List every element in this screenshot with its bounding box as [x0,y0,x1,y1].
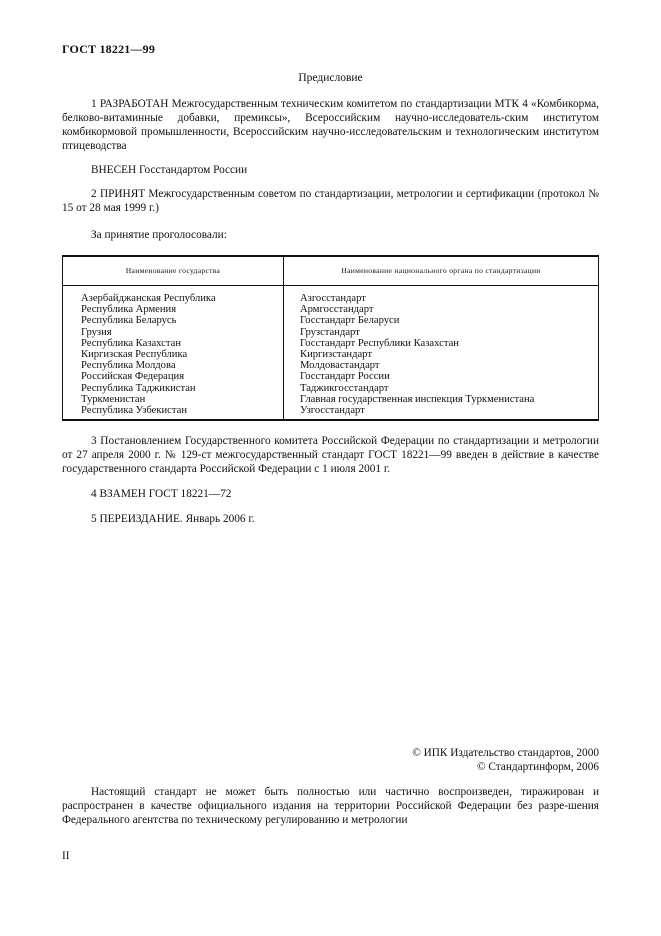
paragraph-resolution: 3 Постановлением Государственного комитета Российской Федерации по стандартизации и метрологии от 27 апреля 2000 г. № 129-ст межгосударственный стандарт ГОСТ 18221—99 введен в действие в качестве государственного стандарта Российской Федерации с 1 июля 2001 г. [62,435,599,475]
table-cell-state: Республика Беларусь [81,315,177,327]
paragraph-adopted: 2 ПРИНЯТ Межгосударственным советом по стандартизации, метрологии и сертификации (протокол № 15 от 28 мая 1999 г.) [62,188,599,214]
table-cell-body: Молдовастандарт [300,360,380,372]
table-cell-body: Армгосстандарт [300,304,374,316]
table-cell-body: Таджикгосстандарт [300,382,389,394]
table-column-bodies [300,293,534,416]
table-cell-body: Госстандарт Республики Казахстан [300,337,459,349]
table-cell-state: Туркменистан [81,393,146,405]
standard-code: ГОСТ 18221—99 [62,42,156,56]
page-number: II [62,850,70,862]
table-cell-state: Киргизская Республика [81,349,188,361]
voting-table [62,255,599,421]
table-header-line [63,285,598,286]
copyright-line-2: © Стандартинформ, 2006 [476,761,599,773]
table-cell-state: Республика Узбекистан [81,405,188,417]
paragraph-replaces: 4 ВЗАМЕН ГОСТ 18221—72 [91,488,232,500]
table-cell-state: Российская Федерация [81,371,185,383]
table-cell-body: Госстандарт России [300,371,390,383]
table-cell-body: Киргизстандарт [300,349,372,361]
table-column-states [81,293,216,416]
paragraph-developed: 1 РАЗРАБОТАН Межгосударственным техническим комитетом по стандартизации МТК 4 «Комбикорма, белково-витаминные добавки, премиксы», Всероссийским научно-исследователь-ским институтом комбикормовой промышленности, Всероссийским научно-исследовательским и технологическим институтом птицеводства [62,98,599,152]
table-cell-state: Республика Таджикистан [81,382,196,394]
table-header-state: Наименование государства [125,266,221,275]
table-cell-body: Главная государственная инспекция Туркменистана [300,393,535,405]
table-cell-body: Госстандарт Беларуси [300,315,400,327]
table-cell-body: Узгосстандарт [300,405,365,417]
paragraph-voted: За принятие проголосовали: [91,229,227,241]
table-cell-state: Грузия [81,326,112,338]
table-cell-state: Азербайджанская Республика [81,293,216,304]
preface-title: Предисловие [298,72,363,84]
table-header-body: Наименование национального органа по стандартизации [341,266,541,275]
table-cell-state: Республика Армения [81,304,177,316]
copyright-line-1: © ИПК Издательство стандартов, 2000 [412,747,599,759]
paragraph-introduced: ВНЕСЕН Госстандартом России [91,164,248,176]
table-column-divider [283,257,284,419]
table-cell-body: Азгосстандарт [300,293,366,304]
table-cell-body: Грузстандарт [300,326,360,338]
table-cell-state: Республика Казахстан [81,337,182,349]
copyright-notice: Настоящий стандарт не может быть полностью или частично воспроизведен, тиражирован и распространен в качестве официального издания на территории Российской Федерации без разре-шения Федерального агентства по техническому регулированию и метрологии [62,786,599,826]
table-cell-state: Республика Молдова [81,360,176,372]
paragraph-reissue: 5 ПЕРЕИЗДАНИЕ. Январь 2006 г. [91,513,255,525]
